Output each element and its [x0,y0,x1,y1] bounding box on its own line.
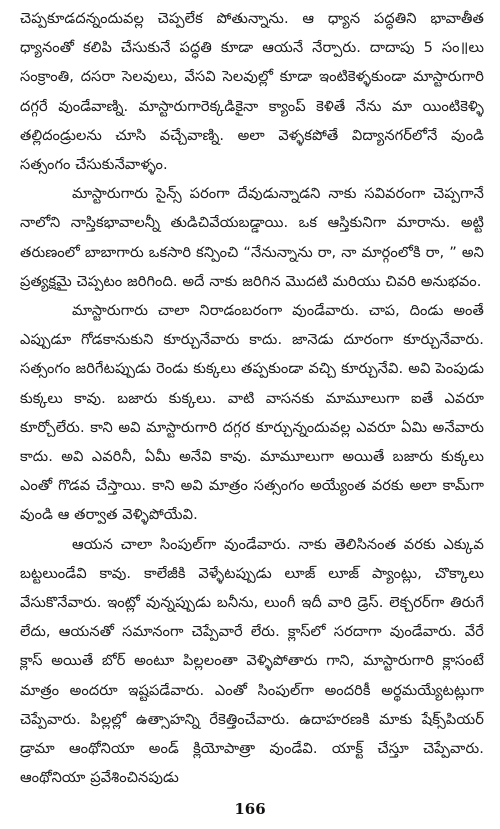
paragraph-4: ఆయన చాలా సింపుల్‌గా వుండేవారు. నాకు తెలిసినంత వరకు ఎక్కువ బట్టలుండేవి కావు. కాలేజీకి వెళ్ళేటప్పుడు లూజ్ లూజ్ ప్యాంట్లు, చొక్కాలు వేసుకొనేవారు. ఇంట్లో వున్నప్పుడు బనీను, లుంగీ ఇదీ వారి డ్రెస్. లెక్చరర్‌గా తిరుగే లేదు, ఆయనతో సమానంగా చెప్పేవారే లేరు. క్లాస్‌లో సరదాగా వుండేవారు. వేరే క్లాస్ అయితే బోర్ అంటూ పిల్లలంతా వెళ్ళిపోతారు గాని, మాస్టారుగారి క్లాసంటే మాత్రం అందరూ ఇష్టపడేవారు. ఎంతో సింపుల్‌గా అందరికీ అర్థమయ్యేటట్లుగా చెప్పేవారు. పిల్లల్లో ఉత్సాహన్ని రేకెత్తించేవారు. ఉదాహరణకి మాకు షేక్స్‌పియర్ డ్రామా ఆంథోనియా అండ్ క్లియోపాత్రా వుండేవి. యాక్ట్ చేస్తూ చెప్పేవారు. ఆంథోనియా ప్రవేశించినపుడు [20,535,484,787]
page-number: 166 [234,800,266,818]
paragraph-1: చెప్పకూడదన్నందువల్ల చెప్పలేక పోతున్నాను. ఆ ధ్యాన పద్ధతిని భావాతీత ధ్యానంతో కలిపి చేసుకునే పద్ధతి కూడా ఆయనే నేర్పారు. దాదాపు 5 సం॥లు సంక్రాంతి, దసరా సెలవులు, వేసవి సెలవుల్లో కూడా ఇంటికెళ్ళకుండా మాస్టారుగారి దగ్గరే వుండేవాణ్ని. మాస్టారుగారెక్కడికైనా క్యాంప్ కెళితే నేను మా యింటికెళ్ళి తల్లిదండ్రులను చూసి వచ్చేవాణ్ని. అలా వెళ్ళకపోతే విద్యానగర్‌లోనే వుండి సత్సంగం చేసుకునేవాళ్ళం. [20,10,484,174]
paragraph-2: మాస్టారుగారు సైన్స్ పరంగా దేవుడున్నాడని నాకు సవివరంగా చెప్పగానే నాలోని నాస్తికభావాలన్నీ తుడిచివేయబడ్డాయి. ఒక ఆస్తికునిగా మారాను. అట్టి తరుణంలో బాబాగారు ఒకసారి కన్పించి “నేనున్నాను రా, నా మార్గంలోకి రా, ” అని ప్రత్యక్షమై చెప్పటం జరిగింది. అదే నాకు జరిగిన మొదటి మరియు చివరి అనుభవం. [20,185,484,290]
body-text [20,4,484,792]
paragraph-3: మాస్టారుగారు చాలా నిరాడంబరంగా వుండేవారు. చాప, దిండు అంతే ఎప్పుడూ గోడకానుకుని కూర్చునేవారు కాదు. జానెడు దూరంగా కూర్చునేవారు. సత్సంగం జరిగేటప్పుడు రెండు కుక్కలు తప్పకుండా వచ్చి కూర్చునేవి. అవి పెంపుడు కుక్కలు కావు. బజారు కుక్కలు. వాటి వాసనకు మామూలుగా ఐతే ఎవరూ కూర్చోలేరు. కాని అవి మాస్టారుగారి దగ్గర కూర్చున్నందువల్ల ఎవరూ ఏమి అనేవారు కాదు. అవి ఎవరినీ, ఏమీ అనేవి కావు. మామూలుగా అయితే బజారు కుక్కలు ఎంతో గొడవ చేస్తాయి. కాని అవి మాత్రం సత్సంగం అయ్యేంత వరకు అలా కామ్‌గా వుండి ఆ తర్వాత వెళ్ళిపోయేవి. [20,302,484,524]
